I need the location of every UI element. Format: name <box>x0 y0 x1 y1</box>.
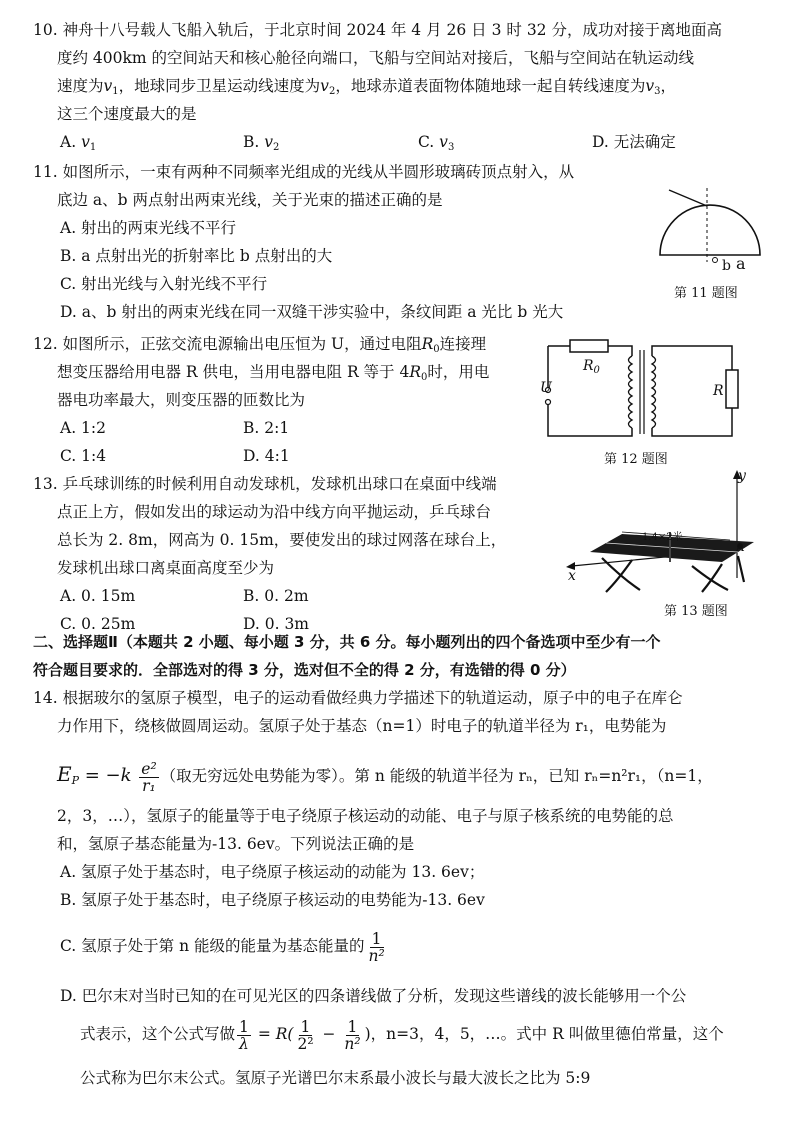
q13-option-d[interactable]: D. 0. 3m <box>243 615 310 633</box>
q14-option-d-formula: 式表示，这个公式写做 $\frac{1}{\lambda}$ = R( $\frac{1}{\text{2²}}$ − $\frac{1}{\text{n²}}$ )，n=3，4，5，…。式中 R 叫做里德伯常量，这个 <box>80 1017 724 1053</box>
q13-caption: 第 13 题图 <box>664 604 728 619</box>
q14-line5: 和，氢原子基态能量为-13. 6ev。下列说法正确的是 <box>57 835 415 853</box>
q11-caption: 第 11 题图 <box>674 286 738 301</box>
q14-line2: 力作用下，绕核做圆周运动。氢原子处于基态（n=1）时电子的轨道半径为 r₁，电势能为 <box>57 717 667 735</box>
q12-fig-label-u: U <box>540 380 552 396</box>
q13-fig-label-x: x <box>568 568 576 584</box>
q11-option-b[interactable]: B. a 点射出光的折射率比 b 点射出的大 <box>60 247 333 265</box>
q13-line3: 总长为 2. 8m，网高为 0. 15m，要使发出的球过网落在球台上， <box>57 531 507 549</box>
q11-option-a[interactable]: A. 射出的两束光线不平行 <box>60 219 237 237</box>
q10-line2: 度约 400km 的空间站天和核心舱径向端口，飞船与空间站对接后，飞船与空间站在轨运动线 <box>57 49 695 67</box>
q11-fig-label-b: b <box>722 258 731 274</box>
point-b-dot <box>713 258 718 263</box>
q12-line1: 12. 如图所示，正弦交流电源输出电压恒为 U，通过电阻$R_0$连接理 <box>33 335 487 355</box>
q14-option-d[interactable]: D. 巴尔末对当时已知的在可见光区的四条谱线做了分析，发现这些谱线的波长能够用一个公 <box>60 987 687 1005</box>
q14-option-c[interactable]: C. 氢原子处于第 n 能级的能量为基态能量的 $\frac{1}{\text{n²}}$ <box>60 929 385 965</box>
q10-option-a[interactable]: A. $v_1$ <box>60 133 97 153</box>
q11-option-d[interactable]: D. a、b 射出的两束光线在同一双缝干涉实验中，条纹间距 a 光比 b 光大 <box>60 303 564 321</box>
balmer-f1-fraction: $\frac{1}{\text{2²}}$ <box>297 1017 314 1053</box>
q12-option-d[interactable]: D. 4:1 <box>243 447 290 465</box>
q11-line2: 底边 a、b 两点射出两束光线，关于光束的描述正确的是 <box>57 191 443 209</box>
incident-ray <box>669 190 707 206</box>
q12-caption: 第 12 题图 <box>604 452 668 467</box>
terminal-bottom <box>546 400 551 405</box>
q10-option-b[interactable]: B. $v_2$ <box>243 133 280 153</box>
secondary-coil <box>652 356 656 428</box>
resistor-r <box>726 370 738 408</box>
balmer-f2-fraction: $\frac{1}{\text{n²}}$ <box>344 1017 361 1053</box>
semicircle-outline <box>660 205 760 255</box>
q13-option-b[interactable]: B. 0. 2m <box>243 587 309 605</box>
primary-coil <box>629 356 633 428</box>
q12-option-a[interactable]: A. 1:2 <box>60 419 106 437</box>
q14-line4: 2，3，…），氢原子的能量等于电子绕原子核运动的动能、电子与原子核系统的电势能的总 <box>57 807 674 825</box>
q13-line4: 发球机出球口离桌面高度至少为 <box>57 559 275 577</box>
q12-line3: 器电功率最大，则变压器的匝数比为 <box>57 391 306 409</box>
q12-line2: 想变压器给用电器 R 供电，当用电器电阻 R 等于 $4R_0$时，用电 <box>57 363 490 383</box>
q13-line1: 13. 乒乓球训练的时候利用自动发球机，发球机出球口在桌面中线端 <box>33 475 497 493</box>
section2-header-line2: 符合题目要求的．全部选对的得 3 分，选对但不全的得 2 分，有选错的得 0 分） <box>33 661 576 679</box>
q13-line2: 点正上方，假如发出的球运动为沿中线方向平抛运动，乒乓球台 <box>57 503 492 521</box>
balmer-lhs-fraction: $\frac{1}{\lambda}$ <box>239 1017 249 1053</box>
q14-line1: 14. 根据玻尔的氢原子模型，电子的运动看做经典力学描述下的轨道运动，原子中的电子在库仑 <box>33 689 683 707</box>
q14-option-d-line3: 公式称为巴尔末公式。氢原子光谱巴尔末系最小波长与最大波长之比为 5:9 <box>80 1069 591 1087</box>
q13-fig-label-a: A <box>736 541 744 554</box>
q12-option-b[interactable]: B. 2:1 <box>243 419 290 437</box>
q11-figure <box>655 180 765 280</box>
q13-option-a[interactable]: A. 0. 15m <box>60 587 136 605</box>
resistor-r0 <box>570 340 608 352</box>
q13-fig-label-y: y <box>738 468 746 484</box>
q10-line3: 速度为$v_1$，地球同步卫星运动线速度为$v_2$，地球赤道表面物体随地球一起自转线速度为$v_3$， <box>57 77 676 97</box>
option-c-fraction: $\frac{1}{\text{n²}}$ <box>368 929 385 965</box>
q13-option-c[interactable]: C. 0. 25m <box>60 615 136 633</box>
q14-formula-line: $E_P = -k$ $\frac{\text{e²}}{\text{r₁}}$ （取无穷远处电势能为零）。第 n 能级的轨道半径为 rₙ，已知 rₙ=n²r₁，（n=1， <box>57 759 713 795</box>
section2-header-line1: 二、选择题Ⅱ（本题共 2 小题、每小题 3 分，共 6 分。每小题列出的四个备选项中至少有一个 <box>33 633 661 651</box>
q11-line1: 11. 如图所示，一束有两种不同频率光组成的光线从半圆形玻璃砖顶点射入，从 <box>33 163 575 181</box>
q14-option-b[interactable]: B. 氢原子处于基态时，电子绕原子核运动的电势能为-13. 6ev <box>60 891 485 909</box>
q10-line1: 10. 神舟十八号载人飞船入轨后，于北京时间 2024 年 4 月 26 日 3 时 32 分，成功对接于离地面高 <box>33 21 722 39</box>
q13-fig-dimension: 1.4×2米 <box>642 532 683 543</box>
q12-fig-label-r0: $R_0$ <box>583 358 600 376</box>
q11-option-c[interactable]: C. 射出光线与入射光线不平行 <box>60 275 268 293</box>
q12-option-c[interactable]: C. 1:4 <box>60 447 107 465</box>
q10-option-d[interactable]: D. 无法确定 <box>592 133 676 151</box>
q10-option-c[interactable]: C. $v_3$ <box>418 133 455 153</box>
coulomb-fraction: $\frac{\text{e²}}{\text{r₁}}$ <box>141 759 157 795</box>
q10-line4: 这三个速度最大的是 <box>57 105 197 123</box>
q11-fig-label-a: a <box>736 254 746 273</box>
q12-fig-label-r: R <box>713 383 724 399</box>
q14-option-a[interactable]: A. 氢原子处于基态时，电子绕原子核运动的动能为 13. 6ev； <box>60 863 485 881</box>
